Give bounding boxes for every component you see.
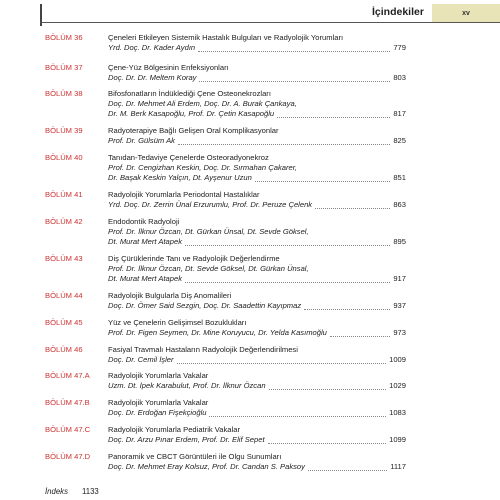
chapter-page-number: 1029 — [389, 381, 406, 390]
chapter-number: BÖLÜM 36 — [45, 33, 83, 42]
chapter-title: Radyoterapiye Bağlı Gelişen Oral Komplikasyonlar — [108, 126, 279, 135]
chapter-authors: Yrd. Doç. Dr. Zerrin Ünal Erzurumlu, Prof. Dr. Peruze Çelenk — [108, 200, 313, 209]
chapter-title: Tanıdan-Tedaviye Çenelerde Osteoradyonekroz — [108, 153, 269, 162]
chapter-title: Panoramik ve CBCT Görüntüleri ile Olgu Sunumları — [108, 452, 282, 461]
chapter-page-number: 825 — [393, 136, 406, 145]
index-entry[interactable] — [45, 487, 99, 496]
chapter-number: BÖLÜM 39 — [45, 126, 83, 135]
leader-dots — [178, 143, 390, 145]
chapter-authors: Doç. Dr. Erdoğan Fişekçioğlu — [108, 408, 207, 417]
chapter-number: BÖLÜM 40 — [45, 153, 83, 162]
chapter-authors: Dr. M. Berk Kasapoğlu, Prof. Dr. Çetin Kasapoğlu — [108, 109, 275, 118]
chapter-number: BÖLÜM 47.B — [45, 398, 90, 407]
chapter-authors: Dr. Başak Keskin Yalçın, Dt. Ayşenur Uzun — [108, 173, 252, 182]
leader-dots — [269, 388, 386, 390]
chapter-page-number: 863 — [393, 200, 406, 209]
leader-dots — [199, 80, 390, 82]
chapter-page-number: 1099 — [389, 435, 406, 444]
chapter-authors: Doç. Dr. Dr. Meltem Koray — [108, 73, 197, 82]
leader-dots — [185, 281, 390, 283]
chapter-number: BÖLÜM 43 — [45, 254, 83, 263]
leader-dots — [277, 116, 390, 118]
chapter-number: BÖLÜM 42 — [45, 217, 83, 226]
chapter-authors: Prof. Dr. İlknur Özcan, Dt. Gürkan Ünsal, Dt. Sevde Göksel, — [108, 227, 309, 236]
chapter-number: BÖLÜM 45 — [45, 318, 83, 327]
leader-dots — [308, 469, 387, 471]
chapter-title: Radyolojik Yorumlarla Pediatrik Vakalar — [108, 425, 240, 434]
chapter-number: BÖLÜM 37 — [45, 63, 83, 72]
chapter-title: Endodontik Radyoloji — [108, 217, 180, 226]
chapter-authors: Doç. Dr. Arzu Pınar Erdem, Prof. Dr. Elif Sepet — [108, 435, 265, 444]
chapter-title: Bifosfonatların İndüklediği Çene Osteonekrozları — [108, 89, 271, 98]
header-rule — [40, 22, 500, 23]
leader-dots — [304, 308, 390, 310]
chapter-title: Radyolojik Yorumlarla Vakalar — [108, 398, 209, 407]
chapter-authors: Prof. Dr. Figen Seymen, Dr. Mine Koruyucu, Dr. Yelda Kasımoğlu — [108, 328, 327, 337]
index-label: İndeks — [45, 487, 68, 496]
chapter-page-number: 1117 — [390, 462, 406, 471]
chapter-title: Radyolojik Bulgularla Diş Anomalileri — [108, 291, 232, 300]
leader-dots — [198, 50, 390, 52]
chapter-page-number: 1083 — [389, 408, 406, 417]
chapter-number: BÖLÜM 47.C — [45, 425, 91, 434]
chapter-page-number: 895 — [393, 237, 406, 246]
chapter-number: BÖLÜM 41 — [45, 190, 83, 199]
chapter-authors: Yrd. Doç. Dr. Kader Aydın — [108, 43, 196, 52]
chapter-page-number: 851 — [393, 173, 406, 182]
chapter-authors: Prof. Dr. İlknur Özcan, Dt. Sevde Göksel, Dt. Gürkan Ünsal, — [108, 264, 309, 273]
leader-dots — [177, 362, 386, 364]
chapter-title: Çene-Yüz Bölgesinin Enfeksiyonları — [108, 63, 229, 72]
chapter-authors: Doç. Dr. Ömer Said Sezgin, Doç. Dr. Saadettin Kayıpmaz — [108, 301, 302, 310]
chapter-page-number: 1009 — [389, 355, 406, 364]
chapter-authors: Prof. Dr. Cengizhan Keskin, Doç. Dr. Sırmahan Çakarer, — [108, 163, 297, 172]
chapter-title: Diş Çürüklerinde Tanı ve Radyolojik Değerlendirme — [108, 254, 280, 263]
chapter-authors: Prof. Dr. Gülsüm Ak — [108, 136, 175, 145]
chapter-title: Radyolojik Yorumlarla Periodontal Hastalıklar — [108, 190, 260, 199]
chapter-title: Radyolojik Yorumlarla Vakalar — [108, 371, 209, 380]
chapter-authors: Dt. Murat Mert Atapek — [108, 274, 182, 283]
leader-dots — [185, 244, 390, 246]
chapter-authors: Doç. Dr. Cemil İşler — [108, 355, 174, 364]
leader-dots — [268, 442, 386, 444]
chapter-number: BÖLÜM 38 — [45, 89, 83, 98]
chapter-authors: Doç. Dr. Mehmet Eray Kolsuz, Prof. Dr. Candan S. Paksoy — [108, 462, 305, 471]
chapter-page-number: 917 — [393, 274, 406, 283]
chapter-title: Çeneleri Etkileyen Sistemik Hastalık Bulguları ve Radyolojik Yorumları — [108, 33, 344, 42]
chapter-number: BÖLÜM 47.D — [45, 452, 91, 461]
leader-dots — [209, 415, 386, 417]
chapter-page-number: 937 — [393, 301, 406, 310]
index-page: 1133 — [81, 487, 99, 496]
page-title: İçindekiler — [372, 6, 424, 18]
chapter-page-number: 803 — [393, 73, 406, 82]
chapter-title: Fasiyal Travmalı Hastaların Radyolojik Değerlendirilmesi — [108, 345, 298, 354]
page-number-tab — [432, 4, 500, 22]
leader-dots — [315, 207, 390, 209]
chapter-authors: Doç. Dr. Mehmet Ali Erdem, Doç. Dr. A. Burak Çankaya, — [108, 99, 297, 108]
chapter-number: BÖLÜM 47.A — [45, 371, 90, 380]
leader-dots — [255, 180, 390, 182]
page-number: xv — [462, 9, 470, 17]
chapter-authors: Dt. Murat Mert Atapek — [108, 237, 182, 246]
chapter-page-number: 779 — [393, 43, 406, 52]
chapter-page-number: 817 — [393, 109, 406, 118]
leader-dots — [330, 335, 390, 337]
chapter-page-number: 973 — [393, 328, 406, 337]
chapter-number: BÖLÜM 44 — [45, 291, 83, 300]
chapter-authors: Uzm. Dt. İpek Karabulut, Prof. Dr. İlknur Özcan — [108, 381, 266, 390]
chapter-title: Yüz ve Çenelerin Gelişimsel Bozuklukları — [108, 318, 247, 327]
chapter-number: BÖLÜM 46 — [45, 345, 83, 354]
